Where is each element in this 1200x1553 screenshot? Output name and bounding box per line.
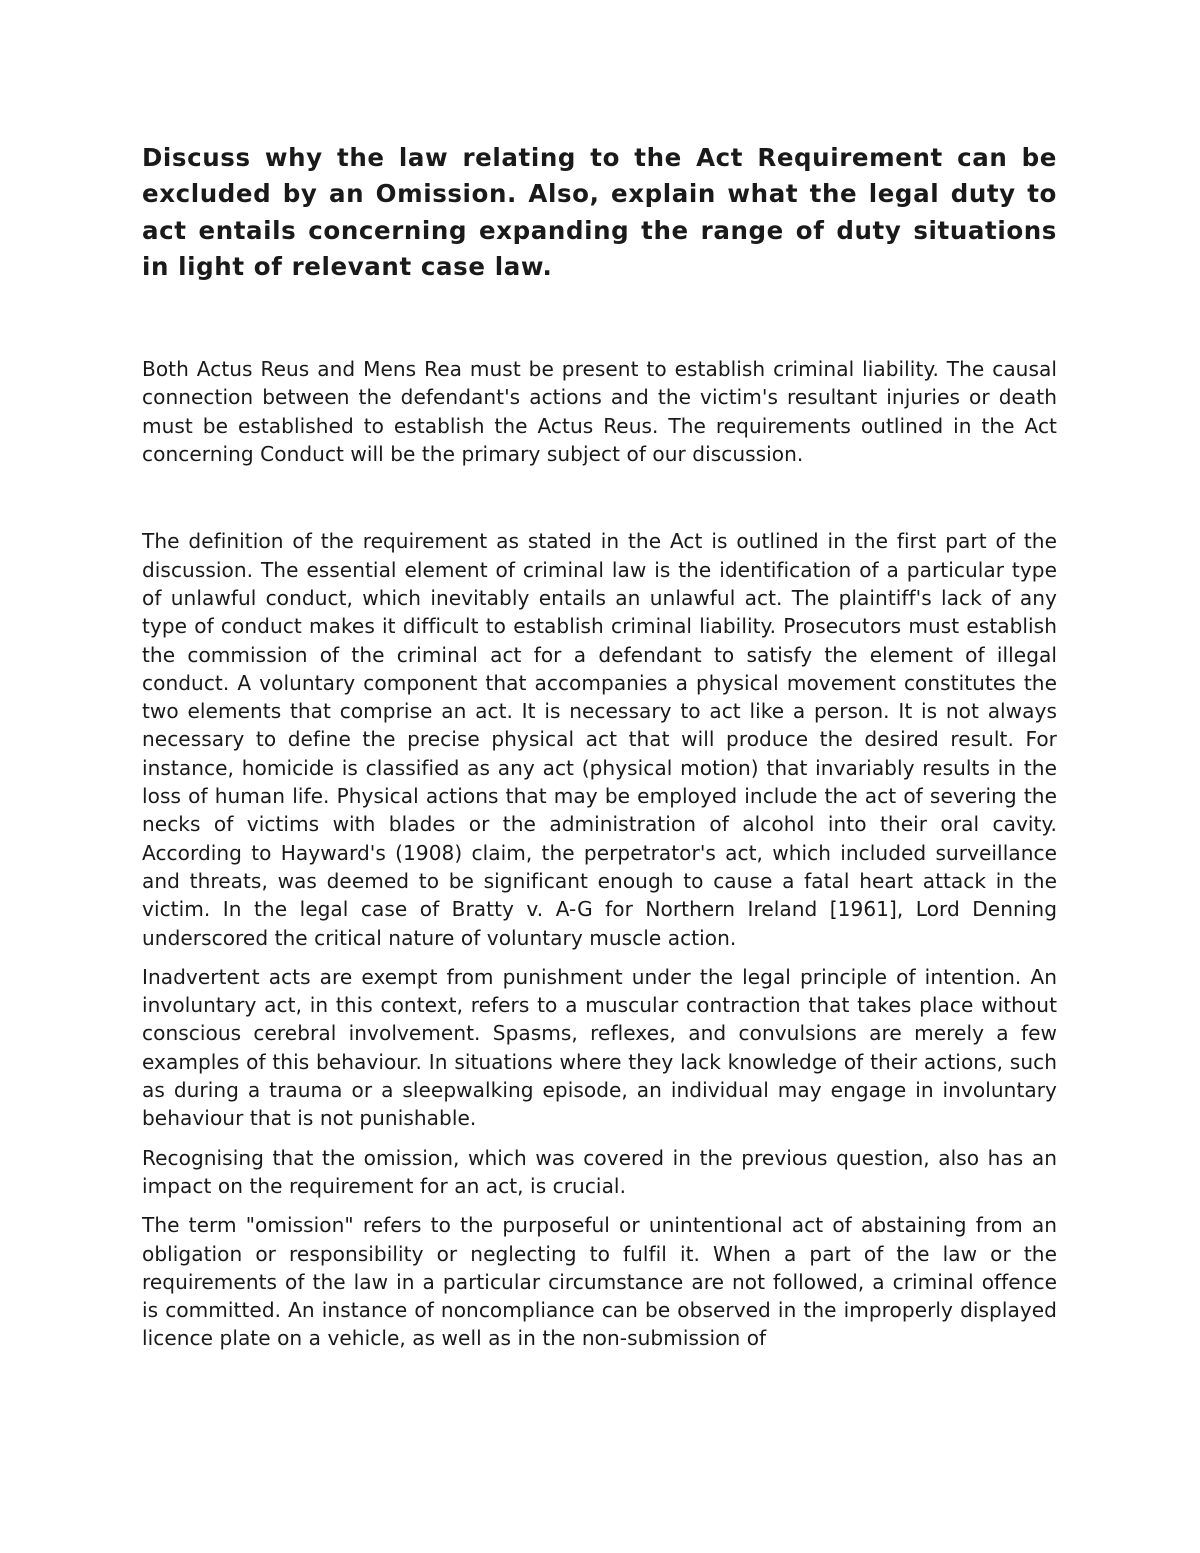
paragraph-involuntary-acts: Inadvertent acts are exempt from punishment under the legal principle of intention. An involuntary act, in this context, refers to a muscular contraction that takes place without conscious cerebral involvement. Spasms, reflexes, and convulsions are merely a few examples of this behaviour. In situations where they lack knowledge of their actions, such as during a trauma or a sleepwalking episode, an individual may engage in involuntary behaviour that is not punishable.	[142, 964, 1057, 1131]
paragraph-omission-impact: Recognising that the omission, which was covered in the previous question, also has an impact on the requirement for an act, is crucial.	[142, 1145, 1057, 1198]
paragraph-act-requirement-definition: The definition of the requirement as stated in the Act is outlined in the first part of the discussion. The essential element of criminal law is the identification of a particular type of unlawful conduct, which inevitably entails an unlawful act. The plaintiff's lack of any type of conduct makes it difficult to establish criminal liability. Prosecutors must establish the commission of the criminal act for a defendant to satisfy the element of illegal conduct. A voluntary component that accompanies a physical movement constitutes the two elements that comprise an act. It is necessary to act like a person. It is not always necessary to define the precise physical act that will produce the desired result. For instance, homicide is classified as any act (physical motion) that invariably results in the loss of human life. Physical actions that may be employed include the act of severing the necks of victims with blades or the administration of alcohol into their oral cavity. According to Hayward's (1908) claim, the perpetrator's act, which included surveillance and threats, was deemed to be significant enough to cause a fatal heart attack in the victim. In the legal case of Bratty v. A-G for Northern Ireland [1961], Lord Denning underscored the critical nature of voluntary muscle action.	[142, 529, 1057, 950]
document-page	[142, 140, 1057, 1353]
paragraph-omission-definition: The term "omission" refers to the purposeful or unintentional act of abstaining from an obligation or responsibility or neglecting to fulfil it. When a part of the law or the requirements of the law in a particular circumstance are not followed, a criminal offence is committed. An instance of noncompliance can be observed in the improperly displayed licence plate on a vehicle, as well as in the non-submission of	[142, 1213, 1057, 1351]
paragraph-actus-reus-mens-rea: Both Actus Reus and Mens Rea must be present to establish criminal liability. The causal connection between the defendant's actions and the victim's resultant injuries or death must be established to establish the Actus Reus. The requirements outlined in the Act concerning Conduct will be the primary subject of our discussion.	[142, 357, 1057, 467]
document-title: Discuss why the law relating to the Act Requirement can be excluded by an Omission. Also, explain what the legal duty to act entails concerning expanding the range of duty situations in light of relevant case law.	[142, 143, 1057, 281]
